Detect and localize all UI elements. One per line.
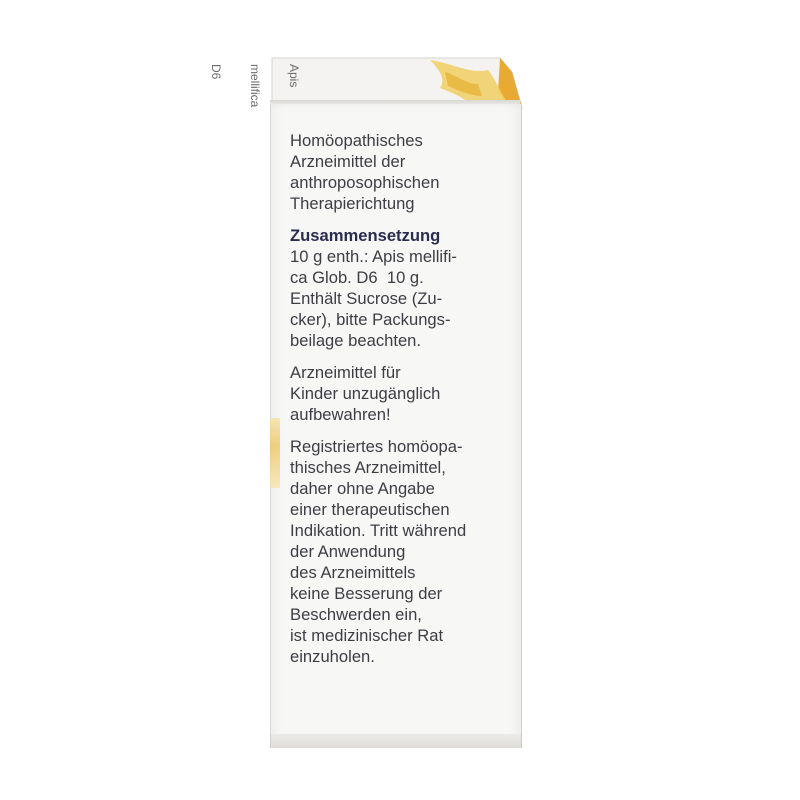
text-line: einzuholen.	[290, 647, 375, 666]
flap-line: mellifica	[248, 64, 262, 108]
flap-line: D6	[209, 64, 223, 80]
registration-paragraph	[290, 436, 510, 667]
composition-paragraph	[290, 225, 510, 351]
warning-paragraph	[290, 362, 510, 425]
text-line: einer therapeutischen	[290, 500, 450, 519]
text-line: Kinder unzugänglich	[290, 384, 441, 403]
text-line: Arzneimittel der	[290, 152, 406, 171]
text-line: Enthält Sucrose (Zu-	[290, 289, 443, 308]
text-line: Registriertes homöopa-	[290, 437, 463, 456]
text-line: Homöopathisches	[290, 131, 423, 150]
box-bottom-edge	[270, 734, 522, 748]
text-line: keine Besserung der	[290, 584, 443, 603]
text-line: 10 g enth.: Apis mellifi-	[290, 247, 457, 266]
text-line: Indikation. Tritt während	[290, 521, 467, 540]
composition-heading: Zusammensetzung	[290, 226, 441, 245]
yellow-print-mark	[270, 418, 280, 488]
text-line: thisches Arzneimittel,	[290, 458, 446, 477]
intro-paragraph	[290, 130, 510, 214]
text-line: beilage beachten.	[290, 331, 422, 350]
text-line: aufbewahren!	[290, 405, 391, 424]
text-line: der Anwendung	[290, 542, 406, 561]
flap-product-label	[183, 64, 326, 107]
text-line: cker), bitte Packungs-	[290, 310, 451, 329]
text-line: Arzneimittel für	[290, 363, 401, 382]
label-text-block	[290, 130, 510, 678]
flap-line: Apis	[287, 64, 301, 88]
text-line: ca Glob. D6 10 g.	[290, 268, 424, 287]
text-line: anthroposophischen	[290, 173, 440, 192]
text-line: ist medizinischer Rat	[290, 626, 444, 645]
text-line: daher ohne Angabe	[290, 479, 435, 498]
text-line: Beschwerden ein,	[290, 605, 422, 624]
text-line: Therapierichtung	[290, 194, 415, 213]
text-line: des Arzneimittels	[290, 563, 416, 582]
